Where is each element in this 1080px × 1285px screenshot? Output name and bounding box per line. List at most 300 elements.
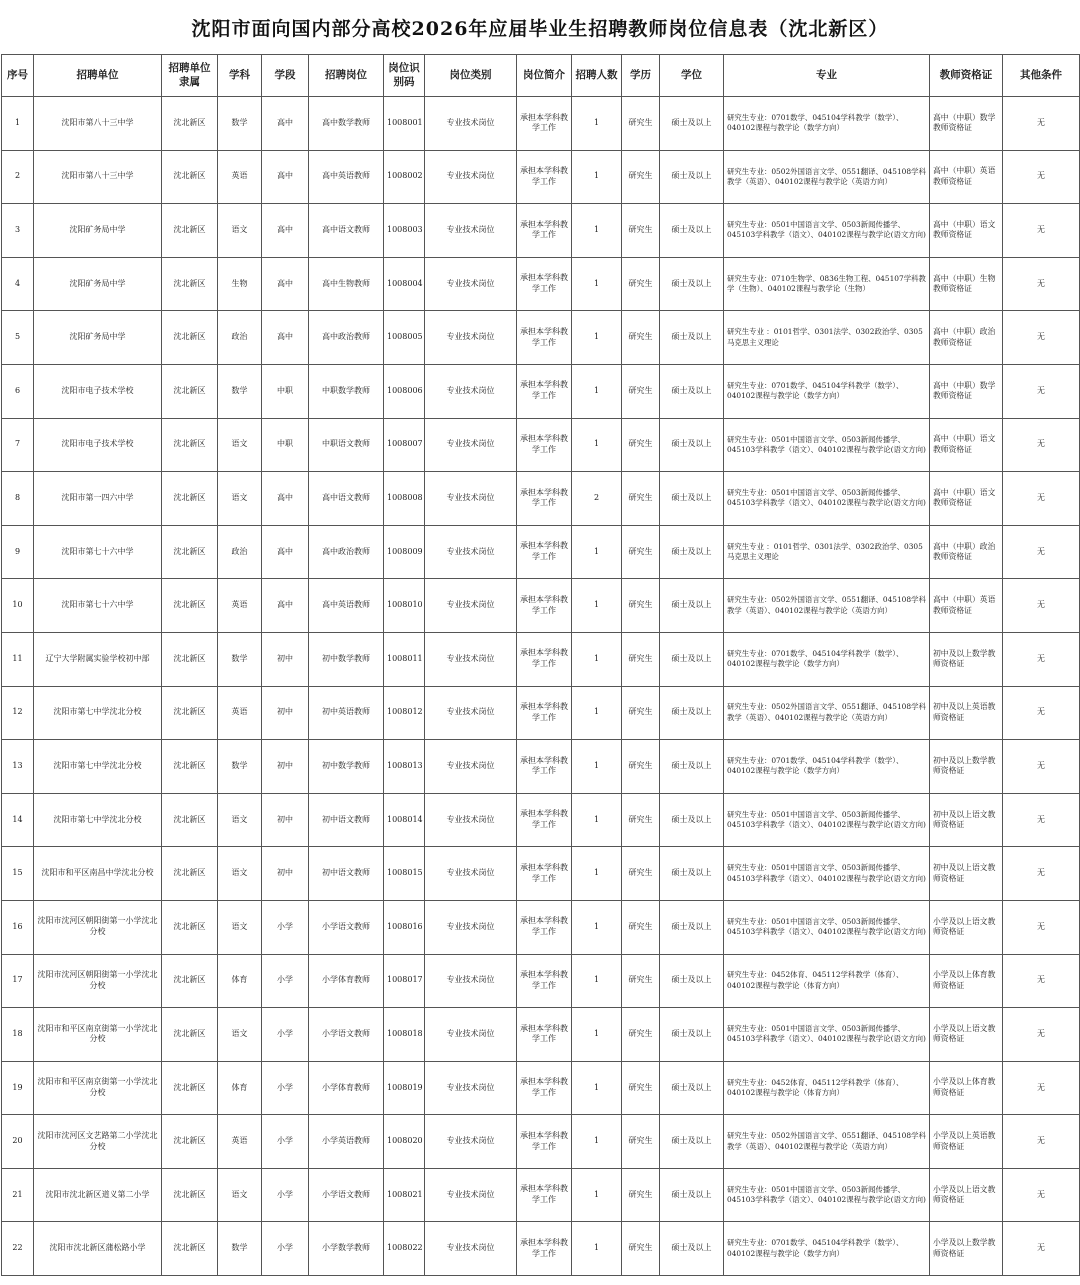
cell-subject: 语文 [218,847,262,901]
cell-major: 研究生专业：0501中国语言文学、0503新闻传播学、045103学科教学（语文）、040102课程与教学论(语文方向) [724,204,930,258]
cell-count: 1 [572,1115,622,1169]
cell-unit-name: 沈阳市和平区南京街第一小学沈北分校 [34,1008,162,1062]
cell-education: 研究生 [622,1008,660,1062]
cell-stage: 初中 [262,632,309,686]
cell-unit-name: 沈阳矿务局中学 [34,204,162,258]
cell-education: 研究生 [622,364,660,418]
cell-intro: 承担本学科教学工作 [517,150,572,204]
cell-category: 专业技术岗位 [425,150,517,204]
cell-education: 研究生 [622,418,660,472]
cell-category: 专业技术岗位 [425,1061,517,1115]
table-row [2,686,1080,740]
cell-intro: 承担本学科教学工作 [517,257,572,311]
cell-affiliation: 沈北新区 [162,579,218,633]
cell-affiliation: 沈北新区 [162,1008,218,1062]
cell-position-code: 1008005 [384,311,425,365]
cell-affiliation: 沈北新区 [162,525,218,579]
cell-intro: 承担本学科教学工作 [517,579,572,633]
cell-category: 专业技术岗位 [425,954,517,1008]
cell-stage: 小学 [262,900,309,954]
cell-degree: 硕士及以上 [660,97,724,151]
cell-education: 研究生 [622,954,660,1008]
cell-position-code: 1008008 [384,472,425,526]
cell-degree: 硕士及以上 [660,900,724,954]
cell-stage: 中职 [262,364,309,418]
cell-education: 研究生 [622,257,660,311]
cell-category: 专业技术岗位 [425,1115,517,1169]
cell-affiliation: 沈北新区 [162,1168,218,1222]
cell-row-index: 19 [2,1061,34,1115]
cell-stage: 初中 [262,847,309,901]
cell-other-conditions: 无 [1003,364,1080,418]
cell-row-index: 3 [2,204,34,258]
cell-position-code: 1008002 [384,150,425,204]
cell-major: 研究生专业：0501中国语言文学、0503新闻传播学、045103学科教学（语文）、040102课程与教学论(语文方向) [724,1008,930,1062]
cell-affiliation: 沈北新区 [162,311,218,365]
cell-major: 研究生专业：0501中国语言文学、0503新闻传播学、045103学科教学（语文）、040102课程与教学论(语文方向) [724,793,930,847]
cell-category: 专业技术岗位 [425,579,517,633]
cell-major: 研究生专业：0501中国语言文学、0503新闻传播学、045103学科教学（语文）、040102课程与教学论(语文方向) [724,1168,930,1222]
cell-intro: 承担本学科教学工作 [517,1168,572,1222]
cell-affiliation: 沈北新区 [162,793,218,847]
cell-row-index: 18 [2,1008,34,1062]
cell-unit-name: 沈阳市第八十三中学 [34,150,162,204]
cell-affiliation: 沈北新区 [162,204,218,258]
table-row [2,257,1080,311]
cell-unit-name: 沈阳市沈北新区蒲松路小学 [34,1222,162,1276]
cell-subject: 体育 [218,954,262,1008]
header-col-code: 岗位识别码 [384,55,425,97]
cell-intro: 承担本学科教学工作 [517,900,572,954]
cell-certificate: 高中（中职）英语教师资格证 [930,150,1003,204]
cell-unit-name: 沈阳市沈河区文艺路第二小学沈北分校 [34,1115,162,1169]
cell-stage: 高中 [262,257,309,311]
cell-count: 1 [572,1008,622,1062]
cell-major: 研究生专业：0502外国语言文学、0551翻译、045108学科教学（英语）、040102课程与教学论（英语方向） [724,579,930,633]
header-col-stage: 学段 [262,55,309,97]
cell-category: 专业技术岗位 [425,418,517,472]
cell-unit-name: 沈阳市和平区南昌中学沈北分校 [34,847,162,901]
cell-category: 专业技术岗位 [425,204,517,258]
cell-position-code: 1008003 [384,204,425,258]
table-row [2,472,1080,526]
cell-unit-name: 沈阳市沈河区朝阳街第一小学沈北分校 [34,900,162,954]
cell-major: 研究生专业：0452体育、045112学科教学（体育）、040102课程与教学论（体育方向） [724,1061,930,1115]
cell-position-code: 1008011 [384,632,425,686]
cell-degree: 硕士及以上 [660,418,724,472]
table-row [2,579,1080,633]
cell-degree: 硕士及以上 [660,1061,724,1115]
cell-degree: 硕士及以上 [660,686,724,740]
cell-degree: 硕士及以上 [660,954,724,1008]
cell-intro: 承担本学科教学工作 [517,954,572,1008]
cell-education: 研究生 [622,900,660,954]
cell-unit-name: 沈阳市第七中学沈北分校 [34,686,162,740]
cell-row-index: 20 [2,1115,34,1169]
cell-major: 研究生专业：0502外国语言文学、0551翻译、045108学科教学（英语）、040102课程与教学论（英语方向） [724,686,930,740]
header-col-education: 学历 [622,55,660,97]
cell-stage: 高中 [262,311,309,365]
cell-certificate: 初中及以上数学教师资格证 [930,632,1003,686]
cell-certificate: 小学及以上英语教师资格证 [930,1115,1003,1169]
cell-row-index: 22 [2,1222,34,1276]
cell-unit-name: 沈阳市第七十六中学 [34,525,162,579]
cell-affiliation: 沈北新区 [162,150,218,204]
table-row [2,364,1080,418]
cell-position-code: 1008007 [384,418,425,472]
cell-count: 1 [572,525,622,579]
table-row [2,740,1080,794]
cell-intro: 承担本学科教学工作 [517,472,572,526]
cell-certificate: 小学及以上语文教师资格证 [930,1168,1003,1222]
cell-certificate: 高中（中职）政治教师资格证 [930,311,1003,365]
cell-unit-name: 沈阳市电子技术学校 [34,418,162,472]
cell-other-conditions: 无 [1003,793,1080,847]
cell-category: 专业技术岗位 [425,257,517,311]
table-row [2,1222,1080,1276]
cell-subject: 数学 [218,740,262,794]
cell-count: 1 [572,900,622,954]
cell-position-code: 1008022 [384,1222,425,1276]
table-row [2,418,1080,472]
cell-unit-name: 沈阳市第一四六中学 [34,472,162,526]
cell-unit-name: 沈阳市第七十六中学 [34,579,162,633]
cell-affiliation: 沈北新区 [162,954,218,1008]
cell-other-conditions: 无 [1003,150,1080,204]
cell-stage: 初中 [262,686,309,740]
cell-position: 初中语文教师 [309,847,384,901]
cell-position: 高中生物教师 [309,257,384,311]
cell-count: 1 [572,311,622,365]
cell-count: 1 [572,97,622,151]
cell-education: 研究生 [622,579,660,633]
cell-degree: 硕士及以上 [660,847,724,901]
header-col-count: 招聘人数 [572,55,622,97]
cell-unit-name: 沈阳矿务局中学 [34,257,162,311]
cell-count: 1 [572,418,622,472]
cell-degree: 硕士及以上 [660,1008,724,1062]
cell-position: 小学语文教师 [309,1168,384,1222]
cell-education: 研究生 [622,793,660,847]
cell-stage: 初中 [262,740,309,794]
cell-stage: 中职 [262,418,309,472]
cell-other-conditions: 无 [1003,847,1080,901]
cell-intro: 承担本学科教学工作 [517,311,572,365]
header-col-major: 专业 [724,55,930,97]
cell-other-conditions: 无 [1003,525,1080,579]
cell-certificate: 高中（中职）英语教师资格证 [930,579,1003,633]
cell-certificate: 初中及以上语文教师资格证 [930,793,1003,847]
table-row [2,900,1080,954]
cell-row-index: 21 [2,1168,34,1222]
cell-degree: 硕士及以上 [660,311,724,365]
cell-affiliation: 沈北新区 [162,97,218,151]
cell-position: 小学数学教师 [309,1222,384,1276]
cell-major: 研究生专业：0502外国语言文学、0551翻译、045108学科教学（英语）、040102课程与教学论（英语方向） [724,1115,930,1169]
cell-position-code: 1008015 [384,847,425,901]
cell-education: 研究生 [622,525,660,579]
cell-row-index: 12 [2,686,34,740]
cell-position: 小学语文教师 [309,900,384,954]
cell-subject: 英语 [218,1115,262,1169]
cell-certificate: 小学及以上数学教师资格证 [930,1222,1003,1276]
cell-subject: 语文 [218,793,262,847]
cell-unit-name: 沈阳市第八十三中学 [34,97,162,151]
cell-position-code: 1008010 [384,579,425,633]
cell-intro: 承担本学科教学工作 [517,686,572,740]
cell-degree: 硕士及以上 [660,257,724,311]
cell-other-conditions: 无 [1003,1222,1080,1276]
cell-row-index: 7 [2,418,34,472]
cell-major: 研究生专业：0701数学、045104学科教学（数学）、040102课程与教学论（数学方向） [724,97,930,151]
cell-intro: 承担本学科教学工作 [517,740,572,794]
cell-subject: 语文 [218,1168,262,1222]
cell-position-code: 1008001 [384,97,425,151]
cell-unit-name: 沈阳矿务局中学 [34,311,162,365]
cell-count: 1 [572,1222,622,1276]
header-col-affiliation: 招聘单位隶属 [162,55,218,97]
cell-certificate: 小学及以上体育教师资格证 [930,1061,1003,1115]
cell-certificate: 高中（中职）数学教师资格证 [930,364,1003,418]
cell-unit-name: 沈阳市沈河区朝阳街第一小学沈北分校 [34,954,162,1008]
cell-unit-name: 沈阳市和平区南京街第一小学沈北分校 [34,1061,162,1115]
table-row [2,150,1080,204]
cell-major: 研究生专业：0501中国语言文学、0503新闻传播学、045103学科教学（语文）、040102课程与教学论(语文方向) [724,418,930,472]
cell-stage: 小学 [262,1008,309,1062]
cell-unit-name: 沈阳市第七中学沈北分校 [34,793,162,847]
cell-row-index: 14 [2,793,34,847]
cell-stage: 高中 [262,97,309,151]
cell-affiliation: 沈北新区 [162,472,218,526]
cell-position: 高中英语教师 [309,579,384,633]
cell-certificate: 小学及以上语文教师资格证 [930,900,1003,954]
document-title: 沈阳市面向国内部分高校2026年应届毕业生招聘教师岗位信息表（沈北新区） [191,17,889,40]
cell-position: 小学英语教师 [309,1115,384,1169]
header-col-index: 序号 [2,55,34,97]
cell-row-index: 13 [2,740,34,794]
header-col-other: 其他条件 [1003,55,1080,97]
cell-education: 研究生 [622,472,660,526]
cell-other-conditions: 无 [1003,472,1080,526]
cell-intro: 承担本学科教学工作 [517,97,572,151]
cell-major: 研究生专业 ：0101哲学、0301法学、0302政治学、0305马克思主义理论 [724,525,930,579]
cell-intro: 承担本学科教学工作 [517,525,572,579]
table-row [2,204,1080,258]
cell-stage: 小学 [262,1061,309,1115]
cell-intro: 承担本学科教学工作 [517,364,572,418]
cell-subject: 政治 [218,311,262,365]
cell-stage: 高中 [262,204,309,258]
table-body [2,97,1080,1276]
cell-intro: 承担本学科教学工作 [517,204,572,258]
cell-category: 专业技术岗位 [425,793,517,847]
cell-position-code: 1008012 [384,686,425,740]
cell-other-conditions: 无 [1003,1115,1080,1169]
cell-degree: 硕士及以上 [660,1168,724,1222]
table-row [2,97,1080,151]
recruitment-table [1,54,1080,1276]
table-row [2,793,1080,847]
cell-unit-name: 辽宁大学附属实验学校初中部 [34,632,162,686]
cell-position-code: 1008014 [384,793,425,847]
cell-other-conditions: 无 [1003,1008,1080,1062]
cell-major: 研究生专业：0452体育、045112学科教学（体育）、040102课程与教学论（体育方向） [724,954,930,1008]
cell-affiliation: 沈北新区 [162,1061,218,1115]
cell-intro: 承担本学科教学工作 [517,1115,572,1169]
cell-stage: 小学 [262,1222,309,1276]
header-col-subject: 学科 [218,55,262,97]
cell-major: 研究生专业：0701数学、045104学科教学（数学）、040102课程与教学论（数学方向） [724,364,930,418]
cell-position-code: 1008006 [384,364,425,418]
cell-degree: 硕士及以上 [660,364,724,418]
cell-degree: 硕士及以上 [660,793,724,847]
cell-other-conditions: 无 [1003,954,1080,1008]
cell-major: 研究生专业：0710生物学、0836生物工程、045107学科教学（生物）、040102课程与教学论（生物） [724,257,930,311]
cell-position-code: 1008021 [384,1168,425,1222]
cell-other-conditions: 无 [1003,686,1080,740]
cell-position: 小学语文教师 [309,1008,384,1062]
cell-count: 1 [572,954,622,1008]
cell-count: 1 [572,1061,622,1115]
cell-count: 1 [572,257,622,311]
cell-major: 研究生专业 ：0101哲学、0301法学、0302政治学、0305马克思主义理论 [724,311,930,365]
cell-intro: 承担本学科教学工作 [517,847,572,901]
table-row [2,1168,1080,1222]
cell-count: 1 [572,204,622,258]
cell-count: 1 [572,847,622,901]
cell-education: 研究生 [622,150,660,204]
cell-education: 研究生 [622,847,660,901]
cell-row-index: 15 [2,847,34,901]
cell-unit-name: 沈阳市第七中学沈北分校 [34,740,162,794]
cell-intro: 承担本学科教学工作 [517,632,572,686]
cell-intro: 承担本学科教学工作 [517,1008,572,1062]
cell-major: 研究生专业：0701数学、045104学科教学（数学）、040102课程与教学论（数学方向） [724,740,930,794]
cell-certificate: 小学及以上语文教师资格证 [930,1008,1003,1062]
cell-category: 专业技术岗位 [425,847,517,901]
cell-affiliation: 沈北新区 [162,257,218,311]
cell-count: 1 [572,793,622,847]
cell-stage: 小学 [262,954,309,1008]
cell-row-index: 2 [2,150,34,204]
cell-position-code: 1008020 [384,1115,425,1169]
header-col-intro: 岗位简介 [517,55,572,97]
cell-category: 专业技术岗位 [425,97,517,151]
cell-row-index: 8 [2,472,34,526]
cell-subject: 数学 [218,97,262,151]
table-row [2,1008,1080,1062]
cell-position: 中职语文教师 [309,418,384,472]
cell-position: 小学体育教师 [309,1061,384,1115]
cell-count: 1 [572,740,622,794]
cell-row-index: 9 [2,525,34,579]
cell-stage: 初中 [262,793,309,847]
cell-other-conditions: 无 [1003,632,1080,686]
cell-position-code: 1008013 [384,740,425,794]
cell-count: 1 [572,1168,622,1222]
cell-position: 高中数学教师 [309,97,384,151]
cell-position-code: 1008009 [384,525,425,579]
cell-other-conditions: 无 [1003,418,1080,472]
cell-count: 1 [572,686,622,740]
cell-position: 高中政治教师 [309,311,384,365]
cell-position: 初中语文教师 [309,793,384,847]
cell-position: 初中数学教师 [309,632,384,686]
table-row [2,525,1080,579]
cell-category: 专业技术岗位 [425,472,517,526]
cell-other-conditions: 无 [1003,579,1080,633]
cell-major: 研究生专业：0501中国语言文学、0503新闻传播学、045103学科教学（语文）、040102课程与教学论(语文方向) [724,472,930,526]
header-col-degree: 学位 [660,55,724,97]
cell-certificate: 高中（中职）生物教师资格证 [930,257,1003,311]
cell-row-index: 5 [2,311,34,365]
cell-certificate: 小学及以上体育教师资格证 [930,954,1003,1008]
cell-degree: 硕士及以上 [660,1222,724,1276]
cell-degree: 硕士及以上 [660,472,724,526]
cell-other-conditions: 无 [1003,311,1080,365]
cell-subject: 政治 [218,525,262,579]
cell-position-code: 1008019 [384,1061,425,1115]
cell-education: 研究生 [622,740,660,794]
header-col-certificate: 教师资格证 [930,55,1003,97]
cell-stage: 小学 [262,1115,309,1169]
cell-unit-name: 沈阳市沈北新区道义第二小学 [34,1168,162,1222]
cell-certificate: 高中（中职）数学教师资格证 [930,97,1003,151]
cell-category: 专业技术岗位 [425,364,517,418]
cell-subject: 体育 [218,1061,262,1115]
table-row [2,847,1080,901]
cell-major: 研究生专业：0701数学、045104学科教学（数学）、040102课程与教学论（数学方向） [724,1222,930,1276]
cell-position: 高中政治教师 [309,525,384,579]
cell-position-code: 1008018 [384,1008,425,1062]
cell-other-conditions: 无 [1003,204,1080,258]
cell-other-conditions: 无 [1003,257,1080,311]
cell-other-conditions: 无 [1003,900,1080,954]
cell-affiliation: 沈北新区 [162,632,218,686]
cell-category: 专业技术岗位 [425,1222,517,1276]
cell-position-code: 1008016 [384,900,425,954]
cell-category: 专业技术岗位 [425,1008,517,1062]
cell-count: 2 [572,472,622,526]
cell-subject: 数学 [218,1222,262,1276]
cell-degree: 硕士及以上 [660,740,724,794]
cell-subject: 语文 [218,418,262,472]
cell-stage: 高中 [262,472,309,526]
cell-count: 1 [572,579,622,633]
cell-affiliation: 沈北新区 [162,740,218,794]
cell-other-conditions: 无 [1003,740,1080,794]
table-row [2,632,1080,686]
cell-subject: 数学 [218,632,262,686]
cell-subject: 语文 [218,472,262,526]
header-col-category: 岗位类别 [425,55,517,97]
table-row [2,1115,1080,1169]
cell-subject: 英语 [218,686,262,740]
cell-count: 1 [572,364,622,418]
cell-certificate: 高中（中职）语文教师资格证 [930,472,1003,526]
cell-affiliation: 沈北新区 [162,847,218,901]
cell-subject: 语文 [218,204,262,258]
cell-education: 研究生 [622,1115,660,1169]
cell-other-conditions: 无 [1003,97,1080,151]
cell-certificate: 初中及以上英语教师资格证 [930,686,1003,740]
cell-subject: 英语 [218,150,262,204]
cell-affiliation: 沈北新区 [162,364,218,418]
cell-subject: 生物 [218,257,262,311]
cell-stage: 高中 [262,579,309,633]
cell-category: 专业技术岗位 [425,686,517,740]
cell-degree: 硕士及以上 [660,632,724,686]
